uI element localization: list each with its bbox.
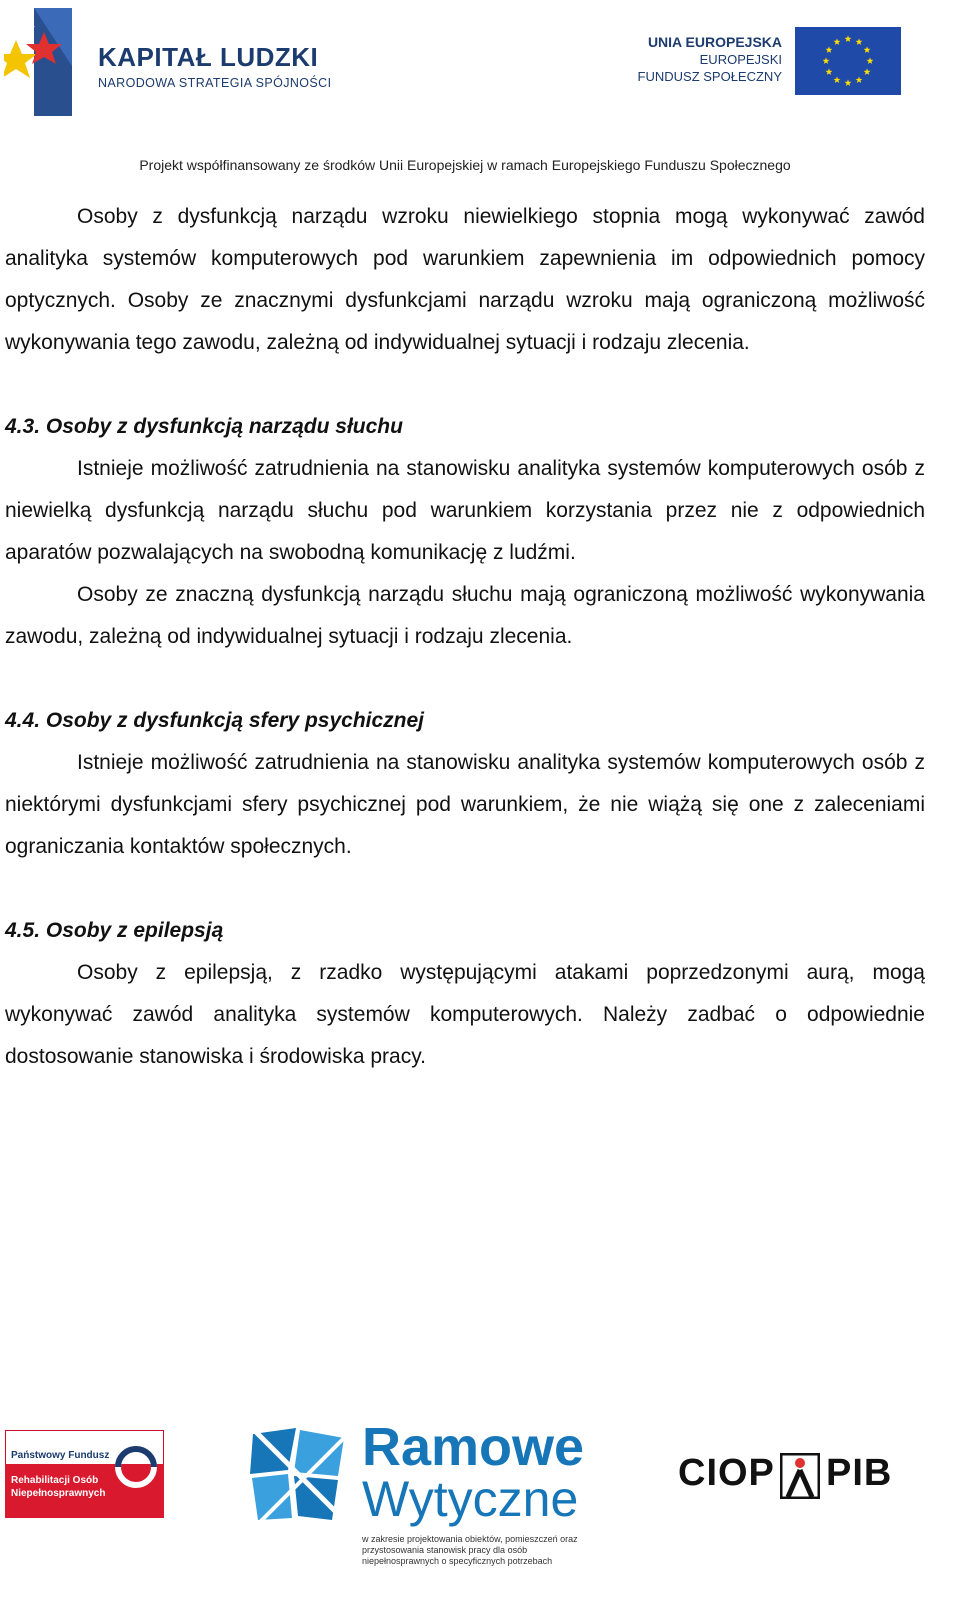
heading-4-4: 4.4. Osoby z dysfunkcją sfery psychicznej [5,709,425,732]
kapital-ludzki-title: KAPITAŁ LUDZKI [98,42,319,72]
pfron-line2: Rehabilitacji Osób Niepełnosprawnych [11,1475,106,1499]
heading-4-3: 4.3. Osoby z dysfunkcją narządu słuchu [5,415,403,438]
ramowe-wytyczne-caption: w zakresie projektowania obiektów, pomieszczeń oraz przystosowania stanowisk pracy dla osób niepełnosprawnych o specyficznych potrzebach [362,1534,578,1566]
ciop-pib-person-icon [780,1453,820,1499]
project-cofinancing-line: Projekt współfinansowany ze środków Unii Europejskiej w ramach Europejskiego Funduszu Społecznego [139,157,791,173]
paragraph-epilepsy: Osoby z epilepsją, z rzadko występującymi atakami poprzedzonymi aurą, mogą wykonywać zawód analityka systemów komputerowych. Należy zadbać o odpowiednie dostosowanie stanowiska i środowiska pracy. [5,961,925,1068]
kapital-ludzki-subtitle: NARODOWA STRATEGIA SPÓJNOŚCI [98,76,332,90]
pfron-arc-icon [113,1444,159,1490]
ciop-text: CIOP [678,1452,775,1494]
paragraph-psychic: Istnieje możliwość zatrudnienia na stanowisku analityka systemów komputerowych osób z niektórymi dysfunkcjami sfery psychicznej pod warunkiem, że nie wiążą się one z zaleceniami ograniczania kontaktów społecznych. [5,751,925,858]
eu-label [638,34,782,85]
pfron-logo [5,1430,165,1520]
paragraph-vision: Osoby z dysfunkcją narządu wzroku niewielkiego stopnia mogą wykonywać zawód analityka systemów komputerowych pod warunkiem zapewnienia im odpowiednich pomocy optycznych. Osoby ze znacznymi dysfunkcjami narządu wzroku mają ograniczoną możliwość wykonywania tego zawodu, zależną od indywidualnej sytuacji i rodzaju zlecenia. [5,205,925,354]
pfron-line1: Państwowy Fundusz [11,1450,110,1461]
eu-label-line1: UNIA EUROPEJSKA [647,34,782,50]
kapital-ludzki-emblem [4,6,72,116]
pib-text: PIB [826,1452,893,1494]
heading-4-5: 4.5. Osoby z epilepsją [5,919,224,942]
paragraph-hearing-1: Istnieje możliwość zatrudnienia na stanowisku analityka systemów komputerowych osób z niewielką dysfunkcją narządu słuchu pod warunkiem korzystania przez nie z odpowiednich aparatów pozwalających na swobodną komunikację z ludźmi. [5,457,925,564]
eu-flag-icon [795,27,901,95]
paragraph-hearing-2: Osoby ze znaczną dysfunkcją narządu słuchu mają ograniczoną możliwość wykonywania zawodu, zależną od indywidualnej sytuacji i rodzaju zlecenia. [5,583,925,648]
wytyczne-title: Wytyczne [362,1471,579,1527]
eu-label-line3: FUNDUSZ SPOŁECZNY [637,69,782,84]
eu-label-line2: EUROPEJSKI [699,52,782,67]
document-body [5,196,925,1078]
ramowe-wytyczne-emblem [248,1424,348,1524]
page-header [0,0,960,190]
ramowe-title: Ramowe [362,1417,585,1477]
